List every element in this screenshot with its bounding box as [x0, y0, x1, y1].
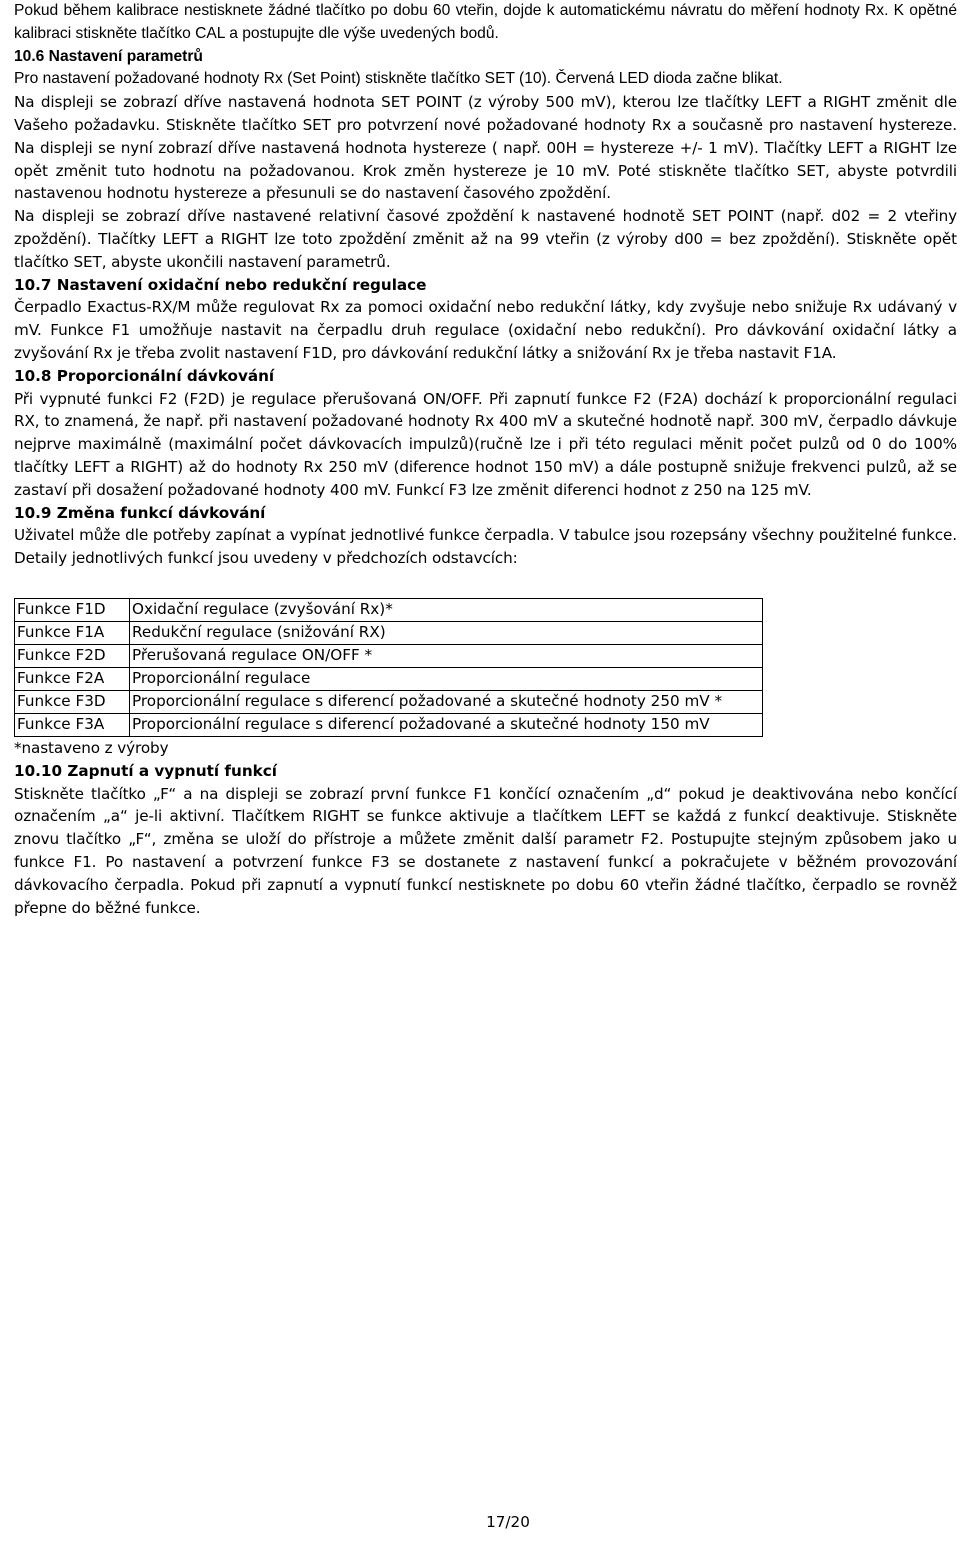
function-description-cell: Přerušovaná regulace ON/OFF *: [130, 644, 763, 667]
functions-table: [14, 598, 763, 737]
document-page: [14, 0, 957, 919]
section-heading-10-8: 10.8 Proporcionální dávkování: [14, 366, 275, 385]
section-heading-10-7: 10.7 Nastavení oxidační nebo redukční regulace: [14, 275, 427, 294]
function-description-cell: Proporcionální regulace: [130, 667, 763, 690]
function-description-cell: Redukční regulace (snižování RX): [130, 621, 763, 644]
section-10-6-paragraph-1: Pro nastavení požadované hodnoty Rx (Set Point) stiskněte tlačítko SET (10). Červená LED dioda začne blikat.: [14, 70, 783, 88]
table-row: [15, 598, 763, 621]
table-spacer: [14, 570, 957, 598]
section-10-9-paragraph: Uživatel může dle potřeby zapínat a vypínat jednotlivé funkce čerpadla. V tabulce jsou rozepsány všechny použitelné funkce. Detaily jednotlivých funkcí jsou uvedeny v předchozích odstavcích:: [14, 526, 957, 568]
section-heading-10-9: 10.9 Změna funkcí dávkování: [14, 503, 266, 522]
table-row: [15, 713, 763, 736]
function-description-cell: Proporcionální regulace s diferencí požadované a skutečné hodnoty 250 mV *: [130, 690, 763, 713]
function-code-cell: Funkce F3A: [15, 713, 130, 736]
table-footnote: *nastaveno z výroby: [14, 738, 169, 757]
section-10-7-paragraph: Čerpadlo Exactus-RX/M může regulovat Rx za pomoci oxidační nebo redukční látky, kdy zvyšuje nebo snižuje Rx udávaný v mV. Funkce F1 umožňuje nastavit na čerpadlu druh regulace (oxidační nebo redukční). Pro dávkování oxidační látky a zvyšování Rx je třeba zvolit nastavení F1D, pro dávkování redukční látky a snižování Rx je třeba nastavit F1A.: [14, 298, 957, 362]
function-code-cell: Funkce F1D: [15, 598, 130, 621]
function-code-cell: Funkce F2A: [15, 667, 130, 690]
table-row: [15, 667, 763, 690]
function-code-cell: Funkce F1A: [15, 621, 130, 644]
function-code-cell: Funkce F2D: [15, 644, 130, 667]
page-footer: [0, 1513, 960, 1531]
intro-paragraph: Pokud během kalibrace nestisknete žádné tlačítko po dobu 60 vteřin, dojde k automatickému návratu do měření hodnoty Rx. K opětné kalibraci stiskněte tlačítko CAL a postupujte dle výše uvedených bodů.: [14, 2, 957, 42]
section-10-6-paragraph-2: Na displeji se zobrazí dříve nastavená hodnota SET POINT (z výroby 500 mV), kterou lze tlačítky LEFT a RIGHT změnit dle Vašeho požadavku. Stiskněte tlačítko SET pro potvrzení nové požadované hodnoty Rx a současně pro nastavení hystereze. Na displeji se nyní zobrazí dříve nastavená hodnota hystereze ( např. 00H = hystereze +/- 1 mV). Tlačítky LEFT a RIGHT lze opět změnit tuto hodnotu na požadovanou. Krok změn hystereze je 10 mV. Poté stiskněte tlačítko SET, abyste potvrdili nastavenou hodnotu hystereze a přesunuli se do nastavení časového zpoždění.: [14, 93, 957, 203]
function-description-cell: Proporcionální regulace s diferencí požadované a skutečné hodnoty 150 mV: [130, 713, 763, 736]
function-description-cell: Oxidační regulace (zvyšování Rx)*: [130, 598, 763, 621]
function-code-cell: Funkce F3D: [15, 690, 130, 713]
section-heading-10-10: 10.10 Zapnutí a vypnutí funkcí: [14, 761, 277, 780]
section-heading-10-6: 10.6 Nastavení parametrů: [14, 47, 203, 65]
page-number: 17/20: [486, 1513, 530, 1531]
table-row: [15, 644, 763, 667]
section-10-8-paragraph: Při vypnuté funkci F2 (F2D) je regulace přerušovaná ON/OFF. Při zapnutí funkce F2 (F2A) dochází k proporcionální regulaci RX, to znamená, že např. při nastavení požadované hodnoty Rx 400 mV a skutečné hodnotě např. 300 mV, čerpadlo dávkuje nejprve maximálně (maximální počet dávkovacích impulzů)(ručně lze i při této regulaci měnit počet pulzů od 0 do 100% tlačítky LEFT a RIGHT) až do hodnoty Rx 250 mV (diference hodnot 150 mV) a dále postupně snižuje frekvenci pulzů, až se zastaví při dosažení požadované hodnoty 400 mV. Funkcí F3 lze změnit diferenci hodnot z 250 na 125 mV.: [14, 389, 957, 499]
table-row: [15, 690, 763, 713]
section-10-10-paragraph: Stiskněte tlačítko „F“ a na displeji se zobrazí první funkce F1 končící označením „d“ pokud je deaktivována nebo končící označením „a“ je-li aktivní. Tlačítkem RIGHT se funkce aktivuje a tlačítkem LEFT se každá z funkcí deaktivuje. Stiskněte znovu tlačítko „F“, změna se uloží do přístroje a můžete změnit další parametr F2. Postupujte stejným způsobem jako u funkce F1. Po nastavení a potvrzení funkce F3 se dostanete z nastavení funkcí a pokračujete v běžném provozování dávkovacího čerpadla. Pokud při zapnutí a vypnutí funkcí nestisknete po dobu 60 vteřin žádné tlačítko, čerpadlo se rovněž přepne do běžné funkce.: [14, 784, 957, 917]
table-row: [15, 621, 763, 644]
section-10-6-paragraph-3: Na displeji se zobrazí dříve nastavené relativní časové zpoždění k nastavené hodnotě SET POINT (např. d02 = 2 vteřiny zpoždění). Tlačítky LEFT a RIGHT lze toto zpoždění změnit až na 99 vteřin (z výroby d00 = bez zpoždění). Stiskněte opět tlačítko SET, abyste ukončili nastavení parametrů.: [14, 207, 957, 271]
